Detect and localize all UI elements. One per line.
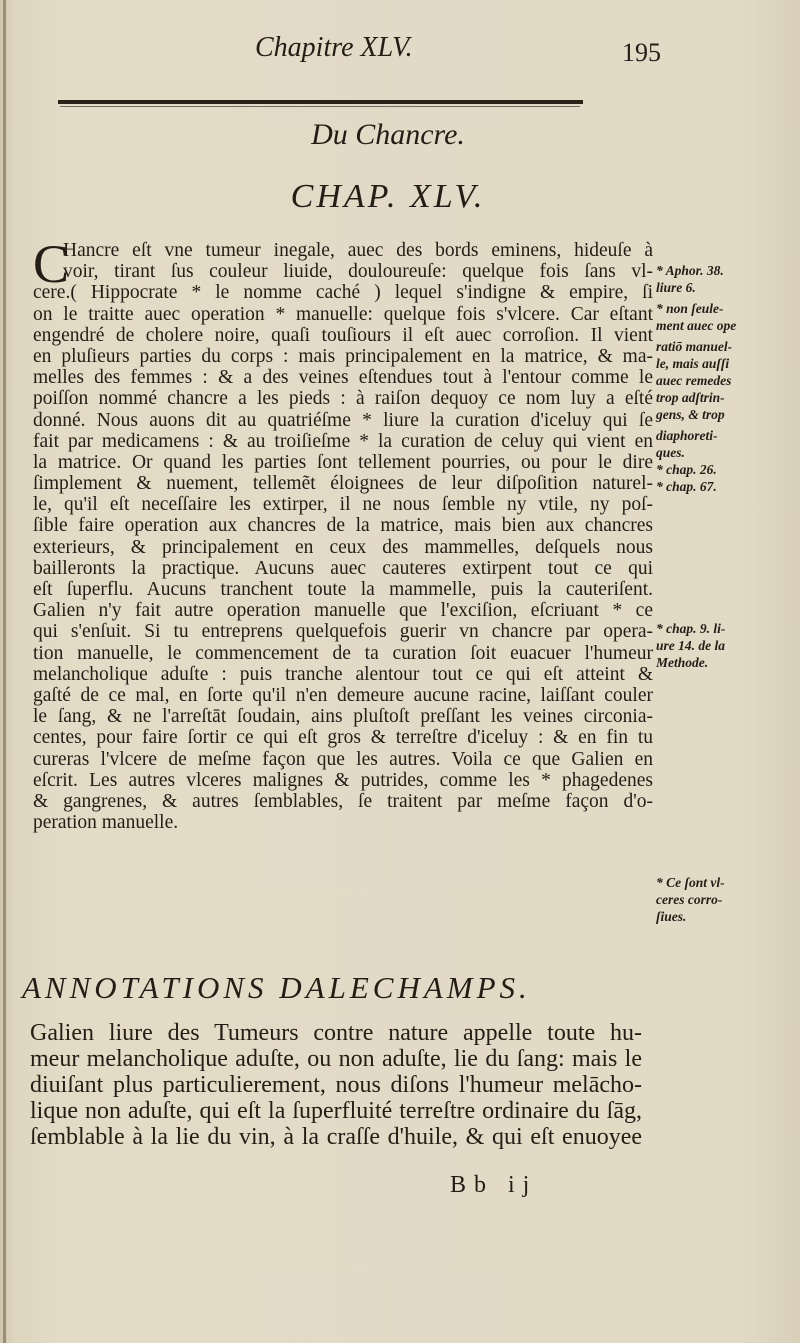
margin-note: gens, & trop: [656, 407, 725, 422]
annotation-line: diuiſant plus particulierement, nous diſons l'humeur melācho-: [30, 1072, 642, 1098]
annotation-line: meur melancholique aduſte, ou non aduſte, lie du ſang: mais le: [30, 1046, 642, 1072]
margin-note: ment auec ope: [656, 318, 737, 333]
body-line: melles des femmes : & a des veines eſtendues tout à l'entour comme le: [33, 367, 653, 389]
header-rule: [58, 100, 583, 104]
margin-note: le, mais auſſi: [656, 356, 730, 371]
body-line: voir, tirant ſus couleur liuide, douloureuſe: quelque fois ſans vl-: [63, 261, 653, 283]
margin-note: ure 14. de la: [656, 638, 725, 653]
annotation-line: Galien liure des Tumeurs contre nature appelle toute hu-: [30, 1020, 642, 1046]
running-title: Chapitre XLV.: [255, 32, 413, 63]
body-line: gaſté de ce mal, en ſorte qu'il n'en demeure aucune racine, laiſſant couler: [33, 684, 653, 706]
margin-note: * non ſeule-: [656, 301, 724, 316]
annotations-body: [30, 1020, 642, 1150]
body-line: cureras l'vlcere de meſme façon que les autres. Voila ce que Galien en: [33, 748, 653, 770]
body-line: la matrice. Or quand les parties ſont tellement pourries, ou pour le dire: [33, 451, 653, 473]
margin-note: * chap. 26.: [656, 462, 717, 477]
body-line: en pluſieurs parties du corps : mais principalement en la matrice, & ma-: [33, 345, 653, 367]
page-number: 195: [622, 38, 661, 67]
margin-note: liure 6.: [656, 280, 696, 295]
margin-note: ques.: [656, 445, 685, 460]
body-line: Galien n'y fait autre operation manuelle que l'exciſion, eſcriuant * ce: [33, 600, 653, 622]
margin-note: ceres corro-: [656, 892, 723, 907]
body-line: bailleronts la practique. Aucuns auec cauteres extirpent tout ce qui: [33, 557, 653, 579]
margin-note: diaphoreti-: [656, 428, 718, 443]
margin-note: * chap. 9. li-: [656, 621, 726, 636]
margin-note: * Ce ſont vl-: [656, 875, 725, 890]
chapter-body: [33, 234, 653, 834]
margin-note: ſiues.: [656, 909, 687, 924]
drop-cap: C: [33, 234, 70, 294]
body-line: peration manuelle.: [33, 812, 179, 834]
annotation-line: lique non aduſte, qui eſt la ſuperfluité terreſtre ordinaire du ſāg,: [30, 1098, 642, 1124]
section-title: Du Chancre.: [311, 118, 465, 151]
body-line: poiſſon nommé chancre a les pieds : à raiſon dequoy ce nom luy a eſté: [33, 388, 653, 410]
annotations-title: ANNOTATIONS DALECHAMPS.: [22, 970, 531, 1005]
body-line: tion manuelle, le commencement de ta curation ſoit euacuer l'humeur: [33, 642, 653, 664]
body-line: on le traitte auec operation * manuelle: quelque fois s'vlcere. Car eſtant: [33, 303, 653, 325]
margin-note: auec remedes: [656, 373, 732, 388]
body-line: ſible faire operation aux chancres de la matrice, mais bien aux chancres: [33, 515, 653, 537]
signature-mark: Bb ij: [450, 1172, 538, 1198]
body-line: centes, pour faire ſortir ce qui eſt gros & terreſtre d'iceluy : & en fin tu: [33, 727, 653, 749]
chapter-title: CHAP. XLV.: [290, 178, 486, 215]
body-line: eſcrit. Les autres vlceres malignes & putrides, comme les * phagedenes: [33, 769, 653, 791]
margin-note: * Aphor. 38.: [656, 263, 724, 278]
body-line: melancholique aduſte : puis tranche alentour tout ce qui eſt atteint &: [33, 663, 653, 685]
body-line: exterieurs, & principalement en ceux des mammelles, deſquels nous: [33, 536, 653, 558]
page-header: [0, 24, 800, 68]
body-line: le, qu'il eſt neceſſaire les extirper, il ne nous ſemble ny vtile, ny poſ-: [33, 494, 653, 516]
body-line: & gangrenes, & autres ſemblables, ſe traitent par meſme façon d'o-: [33, 790, 653, 812]
body-line: fait par medicamens : & au troiſieſme * la curation de celuy qui vient en: [33, 430, 653, 452]
body-line: cere.( Hippocrate * le nomme caché ) lequel s'indigne & empire, ſi: [33, 282, 653, 304]
header-rule-thin: [60, 106, 580, 107]
body-line: qui s'enſuit. Si tu entreprens quelquefois guerir vn chancre par opera-: [33, 621, 653, 643]
annotation-line: ſemblable à la lie du vin, à la craſſe d'huile, & qui eſt enuoyee: [30, 1124, 642, 1150]
body-line: eſt ſuperflu. Aucuns tranchent toute la mammelle, puis la cauteriſent.: [33, 579, 653, 600]
body-line: donné. Nous auons dit au quatriéſme * liure la curation d'iceluy qui ſe: [33, 409, 653, 431]
margin-note: Methode.: [656, 655, 709, 670]
body-line: le ſang, & ne l'arreſtāt ſoudain, ains pluſtoſt preſſant les veines circonia-: [33, 706, 653, 728]
margin-note: * chap. 67.: [656, 479, 717, 494]
body-line: ſimplement & nuement, tellemẽt éloignees de leur diſpoſition naturel-: [33, 473, 653, 495]
margin-note: trop adſtrin-: [656, 390, 725, 405]
body-line: Hancre eſt vne tumeur inegale, auec des bords eminens, hideuſe à: [63, 240, 653, 261]
margin-note: ratiō manuel-: [656, 339, 733, 354]
body-line: engendré de cholere noire, quaſi touſiours il eſt auec corroſion. Il vient: [33, 324, 653, 346]
